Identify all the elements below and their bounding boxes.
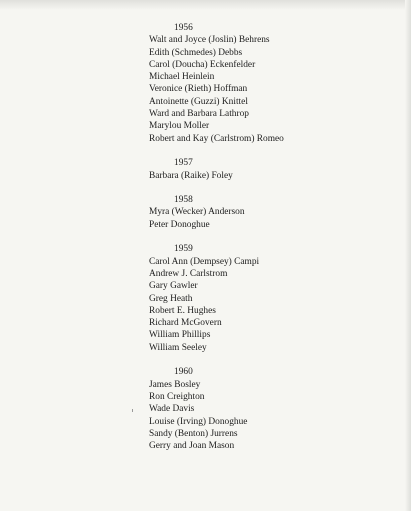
name-entry: Veronice (Rieth) Hoffman bbox=[149, 84, 248, 95]
name-entry: Robert E. Hughes bbox=[149, 305, 216, 316]
year-section bbox=[149, 194, 284, 231]
year-section bbox=[149, 157, 284, 182]
name-entry: Antoinette (Guzzi) Knittel bbox=[149, 96, 248, 107]
name-entry: Andrew J. Carlstrom bbox=[149, 268, 228, 279]
name-entry: Myra (Wecker) Anderson bbox=[149, 207, 245, 218]
year-heading: 1957 bbox=[174, 158, 193, 169]
year-heading: 1958 bbox=[174, 195, 193, 206]
class-year-list bbox=[149, 22, 284, 465]
year-heading: 1956 bbox=[174, 23, 193, 33]
year-heading: 1960 bbox=[174, 367, 193, 378]
name-entry: Ward and Barbara Lathrop bbox=[149, 109, 249, 120]
name-entry: William Seeley bbox=[149, 342, 207, 353]
year-heading: 1959 bbox=[174, 244, 193, 255]
name-entry: Greg Heath bbox=[149, 293, 193, 304]
name-entry: Barbara (Raike) Foley bbox=[149, 170, 233, 181]
scan-speck bbox=[132, 409, 133, 412]
name-entry: Carol Ann (Dempsey) Campi bbox=[149, 256, 260, 267]
year-section bbox=[149, 366, 284, 452]
name-entry: Edith (Schmedes) Debbs bbox=[149, 47, 243, 58]
name-entry: Louise (Irving) Donoghue bbox=[149, 416, 248, 427]
name-entry: Gerry and Joan Mason bbox=[149, 441, 235, 452]
name-entry: William Phillips bbox=[149, 330, 211, 341]
name-entry: Ron Creighton bbox=[149, 391, 205, 402]
year-section bbox=[149, 243, 284, 354]
name-entry: Walt and Joyce (Joslin) Behrens bbox=[149, 35, 270, 46]
year-section bbox=[149, 22, 284, 145]
page-right-edge bbox=[405, 0, 411, 511]
name-entry: Marylou Moller bbox=[149, 121, 210, 132]
page-top-shadow bbox=[0, 0, 411, 10]
name-entry: Gary Gawler bbox=[149, 281, 198, 292]
name-entry: Carol (Doucha) Eckenfelder bbox=[149, 59, 256, 70]
name-entry: Wade Davis bbox=[149, 404, 195, 415]
name-entry: Robert and Kay (Carlstrom) Romeo bbox=[149, 133, 284, 144]
name-entry: Michael Heinlein bbox=[149, 72, 215, 83]
name-entry: Peter Donoghue bbox=[149, 219, 210, 230]
name-entry: Richard McGovern bbox=[149, 318, 222, 329]
name-entry: Sandy (Benton) Jurrens bbox=[149, 428, 238, 439]
name-entry: James Bosley bbox=[149, 379, 201, 390]
